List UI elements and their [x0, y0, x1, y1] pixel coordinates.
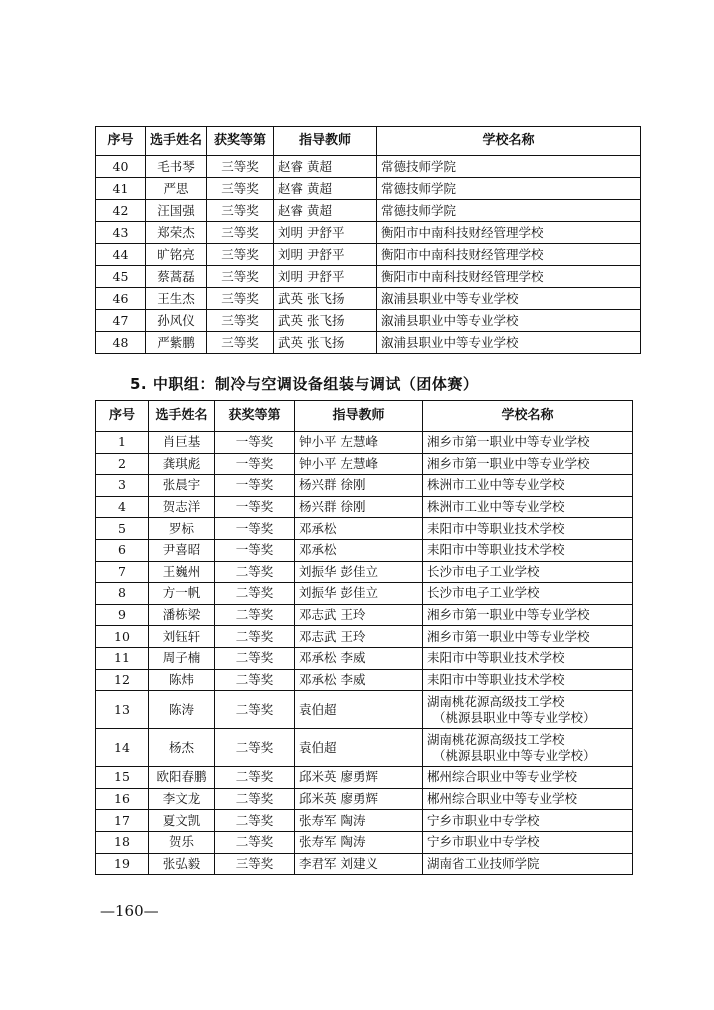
- cell-index: 44: [96, 244, 146, 266]
- cell-award: 三等奖: [215, 853, 295, 875]
- cell-school: 宁乡市职业中专学校: [423, 831, 633, 853]
- cell-name: 毛书琴: [146, 156, 207, 178]
- cell-index: 4: [96, 496, 149, 518]
- cell-instructor: 邓承松 李威: [295, 669, 423, 691]
- cell-name: 方一帆: [149, 583, 215, 605]
- cell-award: 二等奖: [215, 561, 295, 583]
- table-row: [96, 691, 633, 729]
- cell-school: 郴州综合职业中等专业学校: [423, 788, 633, 810]
- cell-name: 严思: [146, 178, 207, 200]
- cell-award: 一等奖: [215, 518, 295, 540]
- cell-school: 湘乡市第一职业中等专业学校: [423, 626, 633, 648]
- table-header-row: [96, 401, 633, 432]
- cell-award: 二等奖: [215, 810, 295, 832]
- cell-index: 46: [96, 288, 146, 310]
- cell-school: 长沙市电子工业学校: [423, 583, 633, 605]
- cell-name: 王生杰: [146, 288, 207, 310]
- header-instructor: 指导教师: [295, 401, 423, 432]
- cell-school: 耒阳市中等职业技术学校: [423, 669, 633, 691]
- cell-index: 14: [96, 729, 149, 767]
- cell-instructor: 邱米英 廖勇辉: [295, 788, 423, 810]
- table-row: [96, 432, 633, 454]
- table-row: [96, 475, 633, 497]
- cell-name: 刘钰轩: [149, 626, 215, 648]
- cell-name: 贺乐: [149, 831, 215, 853]
- cell-index: 11: [96, 647, 149, 669]
- cell-instructor: 钟小平 左慧峰: [295, 432, 423, 454]
- cell-instructor: 邓承松: [295, 518, 423, 540]
- cell-instructor: 赵睿 黄超: [274, 156, 377, 178]
- table-row: [96, 539, 633, 561]
- table-row: [96, 604, 633, 626]
- cell-school: 常德技师学院: [377, 156, 641, 178]
- table-row: [96, 626, 633, 648]
- cell-name: 欧阳春鹏: [149, 767, 215, 789]
- school-name-line: 湖南桃花源高级技工学校: [427, 693, 565, 709]
- cell-index: 48: [96, 332, 146, 354]
- cell-award: 一等奖: [215, 539, 295, 561]
- table-row: [96, 288, 641, 310]
- cell-index: 1: [96, 432, 149, 454]
- cell-name: 罗标: [149, 518, 215, 540]
- cell-school: 溆浦县职业中等专业学校: [377, 288, 641, 310]
- cell-name: 旷铭亮: [146, 244, 207, 266]
- cell-school: 湘乡市第一职业中等专业学校: [423, 604, 633, 626]
- cell-instructor: 钟小平 左慧峰: [295, 453, 423, 475]
- cell-name: 汪国强: [146, 200, 207, 222]
- cell-name: 陈炜: [149, 669, 215, 691]
- table-row: [96, 788, 633, 810]
- cell-school: 湖南省工业技师学院: [423, 853, 633, 875]
- table-row: [96, 831, 633, 853]
- section-heading: 5. 中职组：制冷与空调设备组装与调试（团体赛）: [130, 375, 479, 393]
- cell-index: 19: [96, 853, 149, 875]
- cell-index: 10: [96, 626, 149, 648]
- cell-school: 衡阳市中南科技财经管理学校: [377, 222, 641, 244]
- cell-index: 41: [96, 178, 146, 200]
- cell-award: 二等奖: [215, 647, 295, 669]
- cell-award: 一等奖: [215, 432, 295, 454]
- cell-award: 二等奖: [215, 729, 295, 767]
- cell-name: 周子楠: [149, 647, 215, 669]
- cell-index: 40: [96, 156, 146, 178]
- cell-school: 溆浦县职业中等专业学校: [377, 332, 641, 354]
- cell-school: 郴州综合职业中等专业学校: [423, 767, 633, 789]
- cell-name: 蔡蒿磊: [146, 266, 207, 288]
- cell-index: 17: [96, 810, 149, 832]
- cell-instructor: 李君军 刘建义: [295, 853, 423, 875]
- header-school: 学校名称: [423, 401, 633, 432]
- page-number: —160—: [100, 902, 159, 920]
- cell-award: 二等奖: [215, 626, 295, 648]
- cell-instructor: 刘明 尹舒平: [274, 244, 377, 266]
- cell-index: 13: [96, 691, 149, 729]
- cell-index: 45: [96, 266, 146, 288]
- cell-name: 李文龙: [149, 788, 215, 810]
- cell-award: 二等奖: [215, 788, 295, 810]
- cell-school: 长沙市电子工业学校: [423, 561, 633, 583]
- cell-index: 8: [96, 583, 149, 605]
- cell-school: 耒阳市中等职业技术学校: [423, 647, 633, 669]
- table-row: [96, 496, 633, 518]
- cell-instructor: 刘明 尹舒平: [274, 222, 377, 244]
- cell-index: 16: [96, 788, 149, 810]
- table-row: [96, 178, 641, 200]
- cell-award: 二等奖: [215, 669, 295, 691]
- header-school: 学校名称: [377, 127, 641, 156]
- cell-school: 株洲市工业中等专业学校: [423, 496, 633, 518]
- cell-index: 43: [96, 222, 146, 244]
- cell-instructor: 邓志武 王玲: [295, 604, 423, 626]
- cell-index: 3: [96, 475, 149, 497]
- cell-name: 潘栋梁: [149, 604, 215, 626]
- cell-school: 宁乡市职业中专学校: [423, 810, 633, 832]
- table-row: [96, 669, 633, 691]
- table-row: [96, 767, 633, 789]
- header-name: 选手姓名: [146, 127, 207, 156]
- cell-school: [423, 729, 633, 767]
- cell-award: 三等奖: [207, 266, 274, 288]
- cell-instructor: 武英 张飞扬: [274, 288, 377, 310]
- cell-name: 龚琪彪: [149, 453, 215, 475]
- table-row: [96, 200, 641, 222]
- cell-instructor: 赵睿 黄超: [274, 178, 377, 200]
- cell-instructor: 邓志武 王玲: [295, 626, 423, 648]
- cell-award: 三等奖: [207, 200, 274, 222]
- cell-name: 张弘毅: [149, 853, 215, 875]
- school-alt-name-line: （桃源县职业中等专业学校）: [433, 747, 596, 763]
- cell-award: 二等奖: [215, 691, 295, 729]
- table-header-row: [96, 127, 641, 156]
- cell-index: 12: [96, 669, 149, 691]
- cell-name: 陈涛: [149, 691, 215, 729]
- table-row: [96, 222, 641, 244]
- cell-school: 株洲市工业中等专业学校: [423, 475, 633, 497]
- cell-award: 三等奖: [207, 222, 274, 244]
- table-row: [96, 647, 633, 669]
- header-instructor: 指导教师: [274, 127, 377, 156]
- cell-school: 耒阳市中等职业技术学校: [423, 518, 633, 540]
- cell-award: 一等奖: [215, 496, 295, 518]
- cell-instructor: 刘明 尹舒平: [274, 266, 377, 288]
- cell-award: 三等奖: [207, 178, 274, 200]
- school-name-line: 湖南桃花源高级技工学校: [427, 731, 565, 747]
- cell-instructor: 武英 张飞扬: [274, 310, 377, 332]
- table-row: [96, 729, 633, 767]
- cell-instructor: 袁伯超: [295, 691, 423, 729]
- table-row: [96, 156, 641, 178]
- cell-instructor: 刘振华 彭佳立: [295, 583, 423, 605]
- cell-award: 一等奖: [215, 453, 295, 475]
- table-row: [96, 810, 633, 832]
- header-award: 获奖等第: [215, 401, 295, 432]
- table-row: [96, 453, 633, 475]
- cell-school: 常德技师学院: [377, 178, 641, 200]
- table-row: [96, 266, 641, 288]
- table-row: [96, 561, 633, 583]
- cell-award: 三等奖: [207, 288, 274, 310]
- cell-index: 18: [96, 831, 149, 853]
- header-index: 序号: [96, 127, 146, 156]
- cell-instructor: 邱米英 廖勇辉: [295, 767, 423, 789]
- cell-instructor: 张寿军 陶涛: [295, 810, 423, 832]
- cell-name: 郑荣杰: [146, 222, 207, 244]
- cell-school: 湘乡市第一职业中等专业学校: [423, 432, 633, 454]
- cell-instructor: 杨兴群 徐刚: [295, 496, 423, 518]
- cell-name: 张晨宇: [149, 475, 215, 497]
- cell-award: 三等奖: [207, 244, 274, 266]
- table-row: [96, 332, 641, 354]
- table-row: [96, 583, 633, 605]
- cell-award: 三等奖: [207, 156, 274, 178]
- cell-instructor: 张寿军 陶涛: [295, 831, 423, 853]
- cell-instructor: 武英 张飞扬: [274, 332, 377, 354]
- header-index: 序号: [96, 401, 149, 432]
- cell-index: 15: [96, 767, 149, 789]
- cell-award: 二等奖: [215, 583, 295, 605]
- table-row: [96, 853, 633, 875]
- cell-index: 6: [96, 539, 149, 561]
- table-row: [96, 244, 641, 266]
- cell-award: 三等奖: [207, 310, 274, 332]
- cell-index: 42: [96, 200, 146, 222]
- table-row: [96, 518, 633, 540]
- cell-name: 夏文凯: [149, 810, 215, 832]
- cell-school: [423, 691, 633, 729]
- cell-award: 三等奖: [207, 332, 274, 354]
- cell-index: 7: [96, 561, 149, 583]
- cell-name: 贺志洋: [149, 496, 215, 518]
- cell-name: 孙风仪: [146, 310, 207, 332]
- cell-award: 二等奖: [215, 831, 295, 853]
- cell-name: 严紫鹏: [146, 332, 207, 354]
- cell-award: 一等奖: [215, 475, 295, 497]
- cell-name: 尹喜昭: [149, 539, 215, 561]
- cell-instructor: 刘振华 彭佳立: [295, 561, 423, 583]
- cell-index: 47: [96, 310, 146, 332]
- cell-instructor: 杨兴群 徐刚: [295, 475, 423, 497]
- cell-index: 2: [96, 453, 149, 475]
- cell-name: 肖巨基: [149, 432, 215, 454]
- cell-school: 湘乡市第一职业中等专业学校: [423, 453, 633, 475]
- cell-school: 常德技师学院: [377, 200, 641, 222]
- cell-index: 9: [96, 604, 149, 626]
- header-name: 选手姓名: [149, 401, 215, 432]
- cell-name: 杨杰: [149, 729, 215, 767]
- cell-instructor: 邓承松 李威: [295, 647, 423, 669]
- award-table-refrigeration: [95, 400, 633, 875]
- cell-instructor: 袁伯超: [295, 729, 423, 767]
- award-table-continued: [95, 126, 641, 354]
- school-alt-name-line: （桃源县职业中等专业学校）: [433, 709, 596, 725]
- header-award: 获奖等第: [207, 127, 274, 156]
- cell-award: 二等奖: [215, 604, 295, 626]
- cell-school: 耒阳市中等职业技术学校: [423, 539, 633, 561]
- table-row: [96, 310, 641, 332]
- cell-instructor: 赵睿 黄超: [274, 200, 377, 222]
- cell-instructor: 邓承松: [295, 539, 423, 561]
- cell-school: 溆浦县职业中等专业学校: [377, 310, 641, 332]
- cell-school: 衡阳市中南科技财经管理学校: [377, 244, 641, 266]
- cell-award: 二等奖: [215, 767, 295, 789]
- cell-name: 王巍州: [149, 561, 215, 583]
- cell-index: 5: [96, 518, 149, 540]
- cell-school: 衡阳市中南科技财经管理学校: [377, 266, 641, 288]
